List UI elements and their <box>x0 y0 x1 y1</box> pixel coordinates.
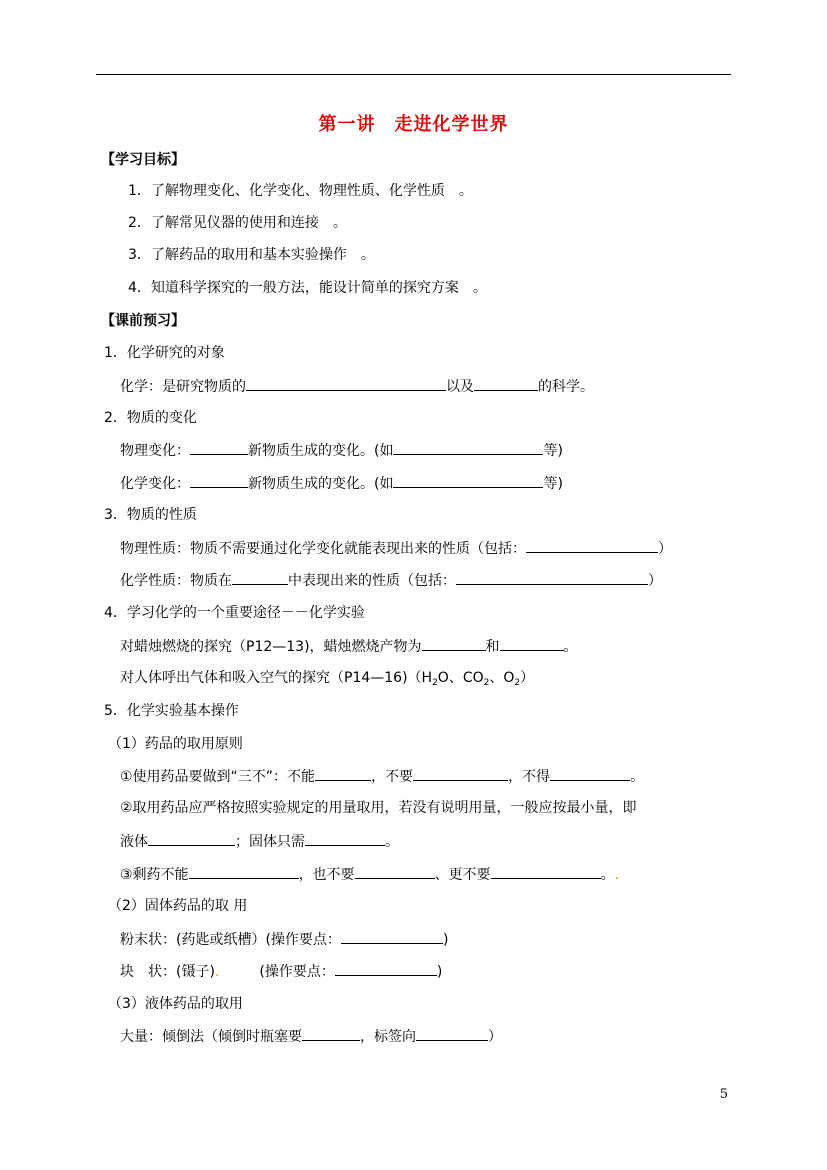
answer-blank[interactable] <box>550 766 630 781</box>
q5-block-a: 块 状：(镊子) <box>120 964 215 980</box>
goals-heading: 【学习目标】 <box>101 152 185 168</box>
answer-blank[interactable] <box>246 376 446 391</box>
answer-blank[interactable] <box>148 831 235 846</box>
answer-blank[interactable] <box>189 864 299 879</box>
q4-breath-line <box>120 668 534 693</box>
answer-blank[interactable] <box>335 961 437 976</box>
answer-blank[interactable] <box>393 473 543 488</box>
q4-candle-line <box>120 636 578 657</box>
q1-heading: 1．化学研究的对象 <box>104 345 225 361</box>
q5-powder-line <box>120 929 448 950</box>
goal-item: 2．了解常见仪器的使用和连接 。 <box>128 215 347 231</box>
subscript: 2 <box>514 678 521 688</box>
q5-r3-a: ③剩药不能 <box>120 867 189 883</box>
q5-block-c: ) <box>436 964 443 980</box>
q5-sub1: （1）药品的取用原则 <box>108 736 243 752</box>
answer-blank[interactable] <box>422 636 486 651</box>
q5-large-b: ，标签向 <box>360 1029 416 1045</box>
q3-phys-b: ） <box>658 541 672 557</box>
q3-physical-line <box>120 538 672 559</box>
answer-blank[interactable] <box>456 570 648 585</box>
q2-chem-a: 化学变化： <box>120 476 190 492</box>
answer-blank[interactable] <box>305 831 385 846</box>
q3-chemical-line <box>120 570 662 591</box>
answer-blank[interactable] <box>190 440 248 455</box>
q4-heading: 4．学习化学的一个重要途径－－化学实验 <box>104 605 365 621</box>
q3-chem-a: 化学性质：物质在 <box>120 573 232 589</box>
q4-candle-c: 。 <box>563 639 578 655</box>
answer-blank[interactable] <box>416 1026 488 1041</box>
q2-chem-c: 等) <box>543 476 563 492</box>
header-rule <box>96 74 731 75</box>
answer-blank[interactable] <box>232 570 288 585</box>
preview-heading: 【课前预习】 <box>101 313 185 329</box>
answer-blank[interactable] <box>355 864 435 879</box>
q4-candle-b: 和 <box>485 639 500 655</box>
answer-blank[interactable] <box>474 376 538 391</box>
answer-blank[interactable] <box>526 538 658 553</box>
q5-r3-d: 。 <box>600 867 615 883</box>
answer-blank[interactable] <box>302 1026 360 1041</box>
q5-r1-d: 。 <box>630 769 645 785</box>
q2-chem-b: 新物质生成的变化。(如 <box>248 476 394 492</box>
q3-chem-b: 中表现出来的性质（包括： <box>288 573 456 589</box>
subscript: 2 <box>432 678 438 688</box>
q2-physical-line <box>120 440 563 461</box>
q5-powder-a: 粉末状：(药匙或纸槽）(操作要点： <box>120 932 341 948</box>
q5-r2b-b: ；固体只需 <box>235 834 305 850</box>
q5-block-line <box>120 961 442 982</box>
q4-breath-b: O、CO <box>437 670 484 686</box>
q2-chemical-line <box>120 473 563 494</box>
goal-item: 3．了解药品的取用和基本实验操作 。 <box>128 247 375 263</box>
q3-phys-a: 物理性质：物质不需要通过化学变化就能表现出来的性质（包括： <box>120 541 526 557</box>
q4-breath-c: 、O <box>489 670 515 686</box>
q5-r1-b: ，不要 <box>371 769 414 785</box>
answer-blank[interactable] <box>315 766 371 781</box>
q5-powder-b: ) <box>442 932 449 948</box>
q5-block-b: (操作要点： <box>259 964 335 980</box>
q1-line <box>120 376 594 397</box>
answer-blank[interactable] <box>393 440 543 455</box>
subscript: 2 <box>483 678 490 688</box>
q5-large-a: 大量：倾倒法（倾倒时瓶塞要 <box>120 1029 302 1045</box>
q1-text-a: 化学：是研究物质的 <box>120 379 246 395</box>
q5-rule3-line <box>120 864 619 885</box>
q5-rule1-line <box>120 766 644 787</box>
q5-r2b-c: 。 <box>385 834 399 850</box>
q5-r1-c: ，不得 <box>508 769 551 785</box>
q1-text-b: 以及 <box>446 379 474 395</box>
q5-sub2: （2）固体药品的取 用 <box>108 898 248 914</box>
q3-heading: 3．物质的性质 <box>104 507 197 523</box>
q4-breath-d: ） <box>520 670 535 686</box>
answer-blank[interactable] <box>190 473 248 488</box>
q5-large-c: ） <box>488 1029 502 1045</box>
goal-item: 4．知道科学探究的一般方法，能设计简单的探究方案 。 <box>128 280 487 296</box>
q2-heading: 2．物质的变化 <box>104 410 197 426</box>
answer-blank[interactable] <box>341 929 443 944</box>
q5-rule2-line: ②取用药品应严格按照实验规定的用量取用，若没有说明用量，一般应按最小量，即 <box>120 800 637 816</box>
q2-phys-b: 新物质生成的变化。(如 <box>248 443 394 459</box>
q5-rule2b-line <box>120 831 399 852</box>
answer-blank[interactable] <box>491 864 601 879</box>
page-title: 第一讲 走进化学世界 <box>318 114 509 135</box>
q5-sub3: （3）液体药品的取用 <box>108 996 243 1012</box>
q4-breath-a: 对人体呼出气体和吸入空气的探究（P14—16)（H <box>120 670 433 686</box>
q1-text-c: 的科学。 <box>538 379 594 395</box>
q5-r3-b: ，也不要 <box>298 867 355 883</box>
stray-dot: . <box>214 964 220 980</box>
page-number: 5 <box>719 1087 728 1102</box>
q5-r3-c: 、更不要 <box>434 867 491 883</box>
q3-chem-c: ） <box>648 573 662 589</box>
goal-item: 1．了解物理变化、化学变化、物理性质、化学性质 。 <box>128 183 473 199</box>
q5-r1-a: ①使用药品要做到“三不”：不能 <box>120 769 316 785</box>
q5-large-line <box>120 1026 502 1047</box>
answer-blank[interactable] <box>413 766 508 781</box>
q2-phys-a: 物理变化： <box>120 443 190 459</box>
answer-blank[interactable] <box>500 636 564 651</box>
q5-r2b-a: 液体 <box>120 834 148 850</box>
stray-dot: . <box>614 867 620 883</box>
q4-candle-a: 对蜡烛燃烧的探究（P12—13)，蜡烛燃烧产物为 <box>120 639 422 655</box>
q2-phys-c: 等) <box>543 443 563 459</box>
q5-heading: 5．化学实验基本操作 <box>104 703 239 719</box>
